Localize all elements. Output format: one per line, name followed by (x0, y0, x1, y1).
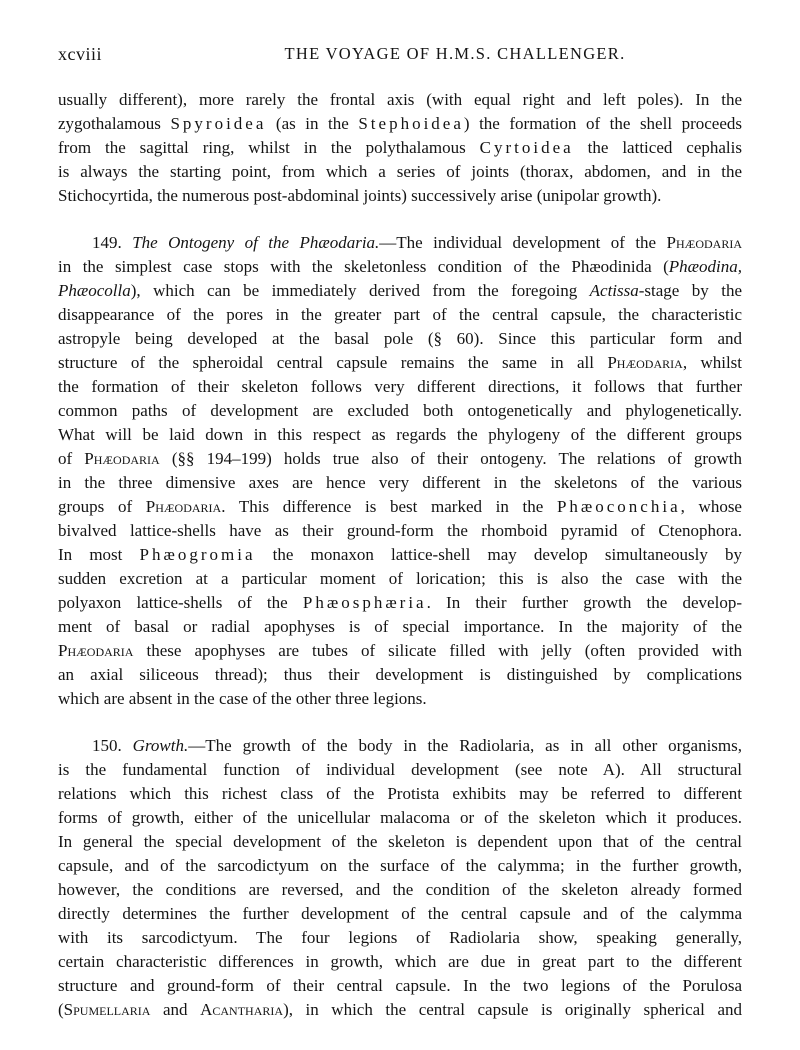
text-line: directly determines the further development of the central capsule and of the calymma (58, 904, 742, 923)
text-line: 149. The Ontogeny of the Phæodaria.—The individual development of the Phæodaria (92, 233, 742, 252)
text-line: Phæodaria these apophyses are tubes of silicate filled with jelly (often provided with (58, 641, 742, 660)
text-line: usually different), more rarely the frontal axis (with equal right and left poles). In the (58, 90, 742, 109)
text-line: common paths of development are excluded both ontogenetically and phylogenetically. (58, 401, 742, 420)
page-header (58, 44, 742, 68)
text-line: forms of growth, either of the unicellular malacoma or of the skeleton which it produces. (58, 808, 742, 827)
text-line: relations which this richest class of the Protista exhibits may be referred to different (58, 784, 742, 803)
text-line: structure of the spheroidal central capsule remains the same in all Phæodaria, whilst (58, 353, 742, 372)
text-line: structure and ground-form of their central capsule. In the two legions of the Porulosa (58, 976, 742, 995)
text-line: of Phæodaria (§§ 194–199) holds true also of their ontogeny. The relations of growth (58, 449, 742, 468)
text-line: In general the special development of the skeleton is dependent upon that of the central (58, 832, 742, 851)
body-text (58, 88, 742, 1022)
text-line: What will be laid down in this respect as regards the phylogeny of the different groups (58, 425, 742, 444)
text-line: is always the starting point, from which a series of joints (thorax, abdomen, and in the (58, 162, 742, 181)
paragraph-150 (58, 734, 742, 1022)
text-line: is the fundamental function of individual development (see note A). All structural (58, 760, 742, 779)
text-line: ment of basal or radial apophyses is of special importance. In the majority of the (58, 617, 742, 636)
text-line: the formation of their skeleton follows very different directions, it follows that further (58, 377, 742, 396)
text-line: with its sarcodictyum. The four legions of Radiolaria show, speaking generally, (58, 928, 742, 947)
text-line: (Spumellaria and Acantharia), in which the central capsule is originally spherical and (58, 1000, 742, 1019)
section-heading: The Ontogeny of the Phæodaria. (132, 233, 380, 252)
paragraph-continuation (58, 88, 742, 208)
text-line: polyaxon lattice-shells of the Phæosphæria. In their further growth the develop- (58, 593, 742, 612)
text-line: astropyle being developed at the basal pole (§ 60). Since this particular form and (58, 329, 742, 348)
text-line: certain characteristic differences in growth, which are due in great part to the different (58, 952, 742, 971)
text-line: capsule, and of the sarcodictyum on the surface of the calymma; in the further growth, (58, 856, 742, 875)
text-line: In most Phæogromia the monaxon lattice-shell may develop simultaneously by (58, 545, 742, 564)
text-line: sudden excretion at a particular moment of lorication; this is also the case with the (58, 569, 742, 588)
section-heading: Growth. (132, 736, 189, 755)
text-line: zygothalamous Spyroidea (as in the Stephoidea) the formation of the shell proceeds (58, 114, 742, 133)
running-title: THE VOYAGE OF H.M.S. CHALLENGER. (284, 44, 626, 63)
section-number: 150. (92, 736, 133, 755)
text-line: which are absent in the case of the other three legions. (58, 689, 427, 708)
text-line: in the simplest case stops with the skeletonless condition of the Phæodinida (Phæodina, (58, 257, 742, 276)
section-number: 149. (92, 233, 133, 252)
text-line: bivalved lattice-shells have as their ground-form the rhomboid pyramid of Ctenophora. (58, 521, 742, 540)
paragraph-149 (58, 231, 742, 711)
text-line: in the three dimensive axes are hence very different in the skeletons of the various (58, 473, 742, 492)
text-line: groups of Phæodaria. This difference is best marked in the Phæoconchia, whose (58, 497, 742, 516)
text-line: 150. Growth.—The growth of the body in the Radiolaria, as in all other organisms, (92, 736, 742, 755)
text-line: however, the conditions are reversed, and the condition of the skeleton already formed (58, 880, 742, 899)
text-line: Stichocyrtida, the numerous post-abdominal joints) successively arise (unipolar growth). (58, 186, 662, 205)
text-line: from the sagittal ring, whilst in the polythalamous Cyrtoidea the latticed cephalis (58, 138, 742, 157)
page-number: xcviii (58, 44, 102, 64)
text-line: Phæocolla), which can be immediately derived from the foregoing Actissa-stage by the (58, 281, 742, 300)
text-line: an axial siliceous thread); thus their development is distinguished by complications (58, 665, 742, 684)
text-line: disappearance of the pores in the greater part of the central capsule, the characteristic (58, 305, 742, 324)
